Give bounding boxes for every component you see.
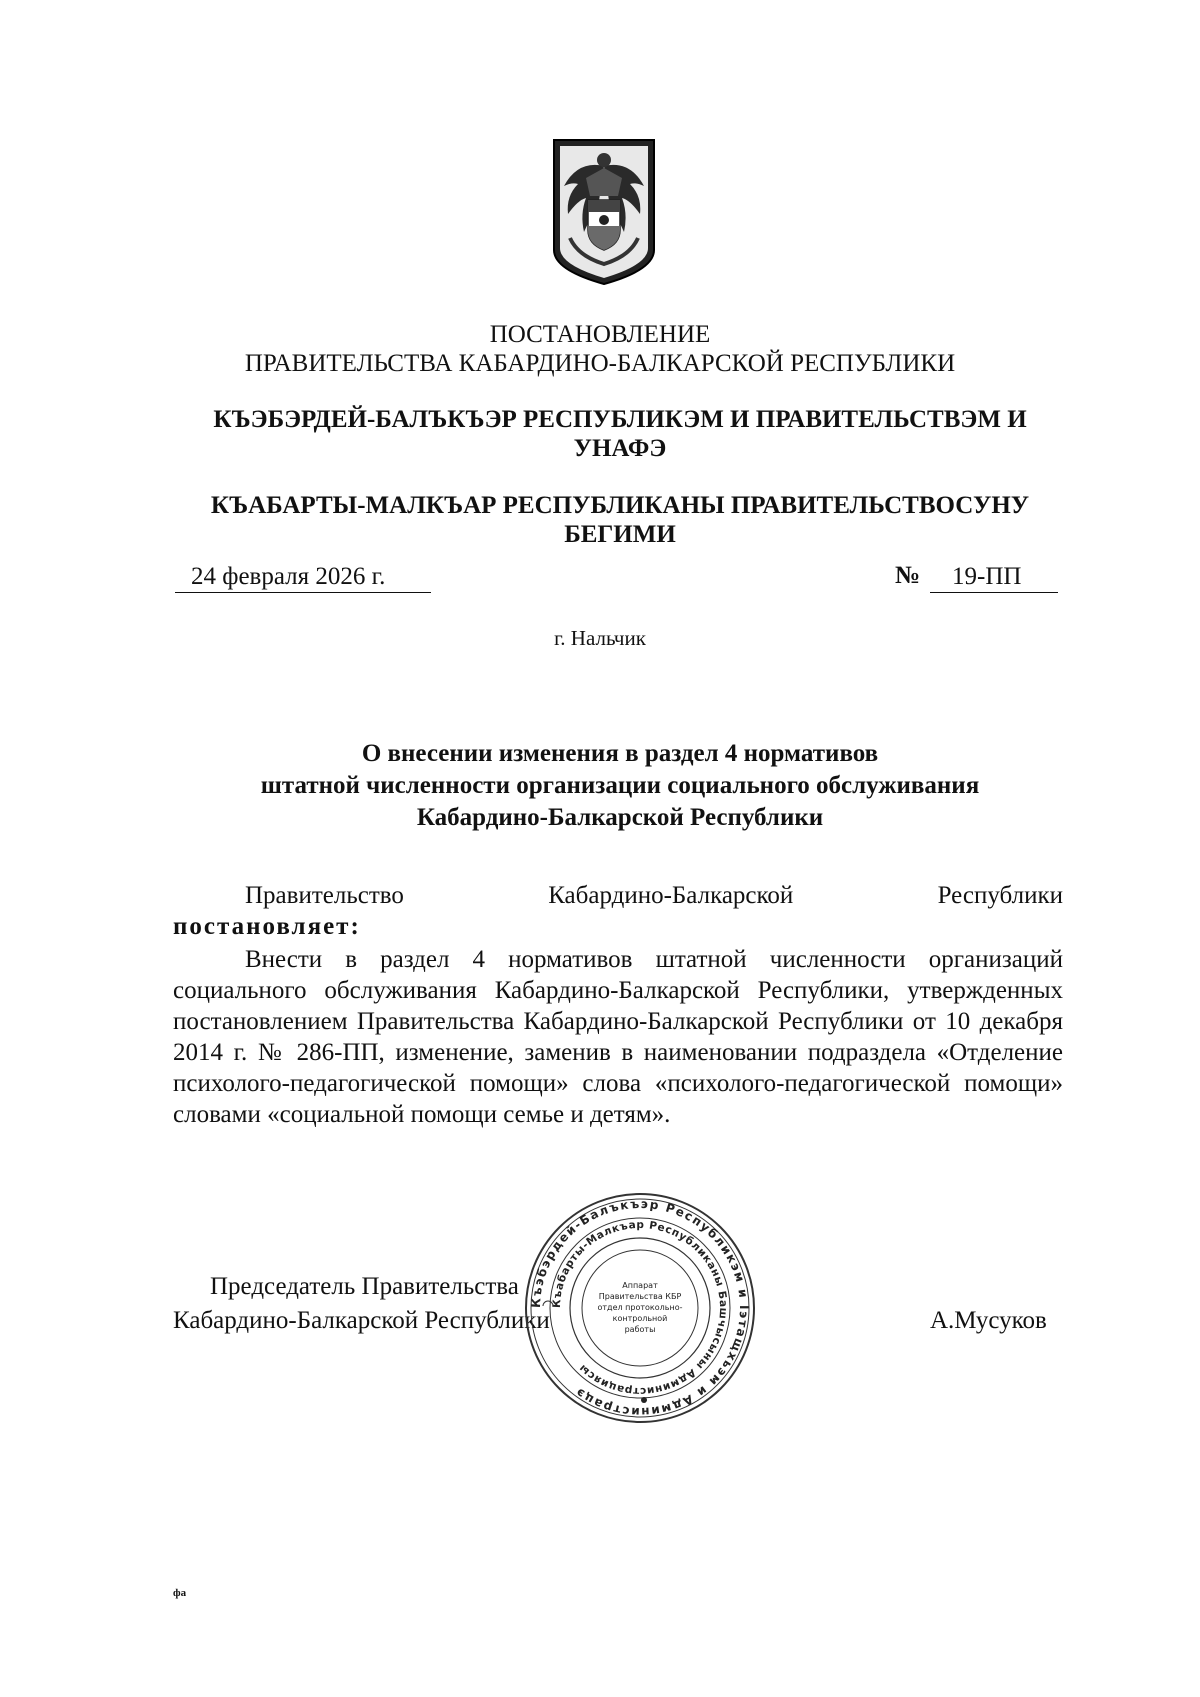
document-title-line1: О внесении изменения в раздел 4 нормативов xyxy=(361,740,879,767)
official-seal-stamp xyxy=(520,1188,760,1428)
footer-mark: фа xyxy=(173,1587,187,1599)
balkar-heading xyxy=(190,491,1050,549)
kabardian-heading xyxy=(190,405,1050,463)
coat-of-arms-emblem xyxy=(548,138,660,286)
resolves-keyword: постановляет: xyxy=(173,913,361,940)
document-number: 19-ПП xyxy=(930,562,1058,593)
preamble-word-kbr: Кабардино-Балкарской xyxy=(548,882,794,909)
document-title-line2: штатной численности организации социального обслуживания xyxy=(260,772,980,799)
document-title xyxy=(180,738,1060,834)
preamble-line xyxy=(173,880,1063,911)
preamble-word-republic: Республики xyxy=(937,882,1063,909)
document-title-line3: Кабардино-Балкарской Республики xyxy=(416,804,824,831)
seal-center-line1: Аппарат xyxy=(622,1281,658,1290)
seal-outer-ring-text: Къэбэрдей-Балъкъэр Республикэм и Іэтащхьэм и Администрацэ xyxy=(528,1196,752,1420)
seal-inner-ring-text: Къабарты-Малкъар Республиканы Башчысыны Администрациясы xyxy=(550,1218,730,1398)
signatory-position-line1: Председатель Правительства xyxy=(210,1273,519,1300)
resolution-paragraph: Внести в раздел 4 нормативов штатной численности организаций социального обслуживания Кабардино-Балкарской Республики, утвержденных постановлением Правительства Кабардино-Балкарской Республики от 10 декабря 2014 г. № 286-ПП, изменение, заменив в наименовании подраздела «Отделение психолого-педагогической помощи» слова «психолого-педагогической помощи» словами «социальной помощи семье и детям». xyxy=(173,946,1063,1128)
seal-center-line3: отдел протокольно- xyxy=(597,1303,683,1312)
seal-center-line2: Правительства КБР xyxy=(598,1292,682,1301)
seal-center-line4: контрольной xyxy=(612,1314,668,1323)
signatory-position-line2: Кабардино-Балкарской Республики xyxy=(173,1307,550,1334)
balkar-heading-line1: КЪАБАРТЫ-МАЛКЪАР РЕСПУБЛИКАНЫ ПРАВИТЕЛЬСТВОСУНУ xyxy=(210,492,1030,519)
place-of-issue: г. Нальчик xyxy=(554,626,646,650)
document-type-heading: ПОСТАНОВЛЕНИЕ xyxy=(489,321,711,348)
number-sign: № xyxy=(895,562,921,589)
signatory-name: А.Мусуков xyxy=(930,1307,1047,1334)
preamble-word-government: Правительство xyxy=(245,882,404,909)
balkar-heading-line2: БЕГИМИ xyxy=(564,521,676,548)
seal-center-line5: работы xyxy=(624,1325,656,1334)
kabardian-heading-line2: УНАФЭ xyxy=(573,435,667,462)
document-date: 24 февраля 2026 г. xyxy=(175,562,431,593)
kabardian-heading-line1: КЪЭБЭРДЕЙ-БАЛЪКЪЭР РЕСПУБЛИКЭМ И ПРАВИТЕЛЬСТВЭМ И xyxy=(213,406,1027,433)
issuing-authority-heading: ПРАВИТЕЛЬСТВА КАБАРДИНО-БАЛКАРСКОЙ РЕСПУБЛИКИ xyxy=(244,350,956,377)
